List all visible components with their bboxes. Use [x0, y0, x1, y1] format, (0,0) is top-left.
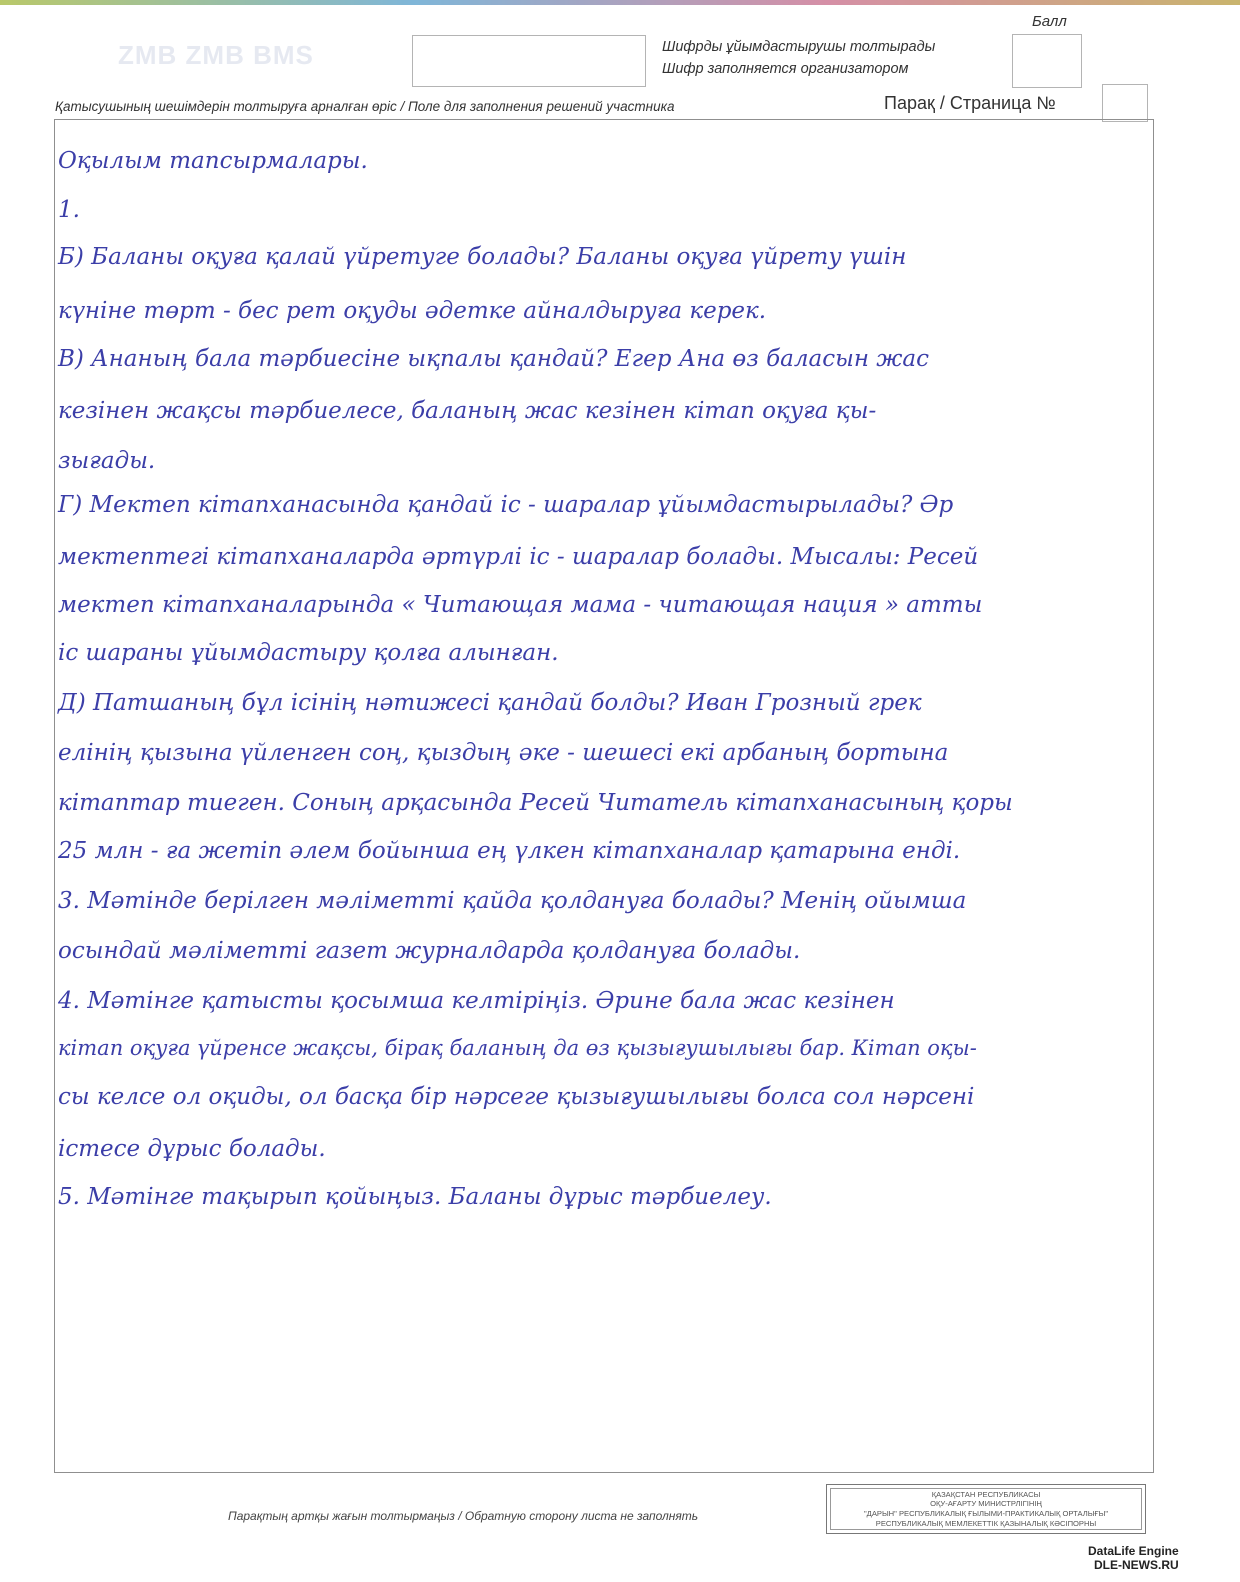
answer-line: 3. Мәтінде берілген мәліметті қайда қолдануға болады? Менің ойымша: [58, 888, 967, 914]
answer-line: Г) Мектеп кітапханасында қандай іс - шаралар ұйымдастырылады? Әр: [58, 492, 954, 518]
answer-line: істесе дұрыс болады.: [58, 1136, 326, 1162]
page-number-box[interactable]: [1102, 84, 1148, 122]
cipher-box[interactable]: [412, 35, 646, 87]
cipher-line-ru: Шифр заполняется организатором: [662, 61, 909, 77]
answer-line: мектеп кітапханаларында « Читающая мама - читающая нация » атты: [58, 592, 983, 618]
stamp-line: ҚАЗАҚСТАН РЕСПУБЛИКАСЫ: [931, 1489, 1041, 1499]
answer-line: кезінен жақсы тәрбиелесе, баланың жас кезінен кітап оқуға қы-: [58, 398, 877, 424]
answer-line: Д) Патшаның бұл ісінің нәтижесі қандай болды? Иван Грозный грек: [58, 690, 922, 716]
site-watermark-line2: DLE-NEWS.RU: [1094, 1558, 1179, 1572]
top-color-stripe: [0, 0, 1240, 5]
score-box[interactable]: [1012, 34, 1082, 88]
answer-line: 5. Мәтінге тақырып қойыңыз. Баланы дұрыс тәрбиелеу.: [58, 1184, 772, 1210]
answer-line: 4. Мәтінге қатысты қосымша келтіріңіз. Әрине бала жас кезінен: [58, 988, 895, 1014]
answer-line: Б) Баланы оқуға қалай үйретуге болады? Баланы оқуға үйрету үшін: [58, 244, 907, 270]
stamp-line: "ДАРЫН" РЕСПУБЛИКАЛЫҚ ҒЫЛЫМИ-ПРАКТИКАЛЫҚ ОРТАЛЫҒЫ": [863, 1509, 1109, 1518]
footer-note: Парақтың артқы жағын толтырмаңыз / Обратную сторону листа не заполнять: [228, 1509, 699, 1523]
site-watermark-line1: DataLife Engine: [1088, 1544, 1179, 1558]
page-number-label: Парақ / Страница №: [884, 93, 1056, 113]
answer-line: осындай мәліметті газет журналдарда қолдануға болады.: [58, 938, 801, 964]
answer-line: кітаптар тиеген. Соның арқасында Ресей Читатель кітапханасының қоры: [58, 790, 1013, 816]
answer-line: күніне төрт - бес рет оқуды әдетке айналдыруға керек.: [58, 298, 767, 324]
score-label: Балл: [1032, 13, 1067, 30]
cipher-instructions: [662, 36, 935, 80]
answer-line: іс шараны ұйымдастыру қолға алынған.: [58, 640, 559, 666]
answer-line: зығады.: [58, 448, 156, 474]
stamp-line: ОҚУ-АҒАРТУ МИНИСТРЛІГІНІҢ: [930, 1499, 1042, 1509]
answer-line: 1.: [58, 197, 80, 223]
answer-line: Оқылым тапсырмалары.: [58, 148, 368, 174]
organization-stamp: [826, 1484, 1146, 1534]
header-watermark: ZMB ZMB BMS: [118, 40, 314, 70]
stamp-line: РЕСПУБЛИКАЛЫҚ МЕМЛЕКЕТТІК ҚАЗЫНАЛЫҚ КӘСІПОРНЫ: [875, 1518, 1097, 1528]
answer-field-label: Қатысушының шешімдерін толтыруға арналған өріс / Поле для заполнения решений участника: [55, 99, 675, 114]
answer-line: кітап оқуға үйренсе жақсы, бірақ баланың да өз қызығушылығы бар. Кітап оқы-: [58, 1036, 977, 1060]
answer-line: 25 млн - ға жетіп әлем бойынша ең үлкен кітапханалар қатарына енді.: [58, 838, 961, 864]
cipher-line-kk: Шифрды ұйымдастырушы толтырады: [662, 39, 936, 55]
answer-line: сы келсе ол оқиды, ол басқа бір нәрсеге қызығушылығы болса сол нәрсені: [58, 1084, 975, 1110]
site-watermark: [1088, 1544, 1179, 1572]
answer-line: В) Ананың бала тәрбиесіне ықпалы қандай? Егер Ана өз баласын жас: [58, 346, 930, 372]
answer-line: елінің қызына үйленген соң, қыздың әке - шешесі екі арбаның бортына: [58, 740, 949, 766]
answer-line: мектептегі кітапханаларда әртүрлі іс - шаралар болады. Мысалы: Ресей: [58, 544, 979, 570]
